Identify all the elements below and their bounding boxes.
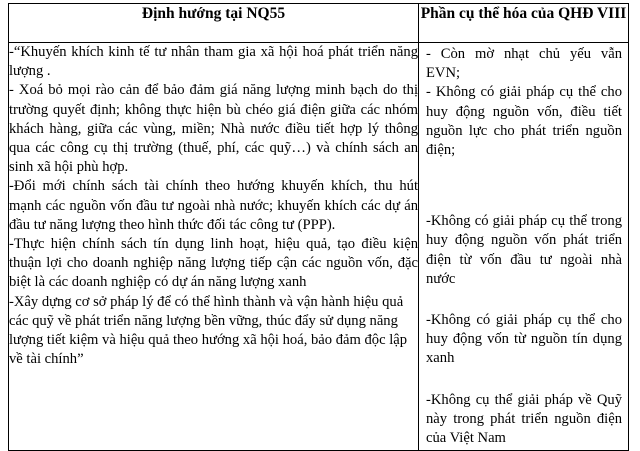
column-header-left: [9, 4, 419, 43]
right-paragraph-5: -Không cụ thể giải pháp về Quỹ này trong phát triển nguồn điện của Việt Nam: [426, 391, 622, 447]
right-paragraph-2: - Không có giải pháp cụ thể cho huy động nguồn vốn, điều tiết nguồn lực cho phát triển nguồn điện;: [426, 84, 622, 159]
left-paragraph-2: - Xoá bỏ mọi rào cản để bảo đảm giá năng lượng minh bạch do thị trường quyết định; không thực hiện bù chéo giá điện giữa các nhóm khách hàng, giữa các vùng, miền; Nhà nước điều tiết hợp lý thông qua các công cụ thị trường (thuế, phí, các quỹ…) và chính sách an sinh xã hội phù hợp.: [9, 82, 418, 176]
column-header-right: [419, 4, 629, 43]
right-paragraph-3: -Không có giải pháp cụ thể trong huy động nguồn vốn phát triển điện từ vốn đầu tư ngoài nhà nước: [426, 213, 622, 287]
left-paragraph-4: -Thực hiện chính sách tín dụng linh hoạt, hiệu quả, tạo điều kiện thuận lợi cho doanh nghiệp năng lượng tiếp cận các nguồn vốn, đặc biệt là các doanh nghiệp có dự án năng lượng xanh: [9, 236, 418, 291]
table-header-row: [9, 4, 629, 43]
right-paragraph-4: -Không có giải pháp cụ thể cho huy động vốn từ nguồn tín dụng xanh: [426, 312, 622, 367]
table-body: [9, 43, 629, 451]
right-paragraph-1: - Còn mờ nhạt chủ yếu vẫn EVN;: [426, 46, 622, 82]
comparison-table: [8, 3, 629, 451]
table-header: [9, 4, 629, 43]
cell-right-specifics: [419, 43, 629, 451]
column-header-left-label: Định hướng tại NQ55: [141, 5, 286, 22]
left-paragraph-1: -“Khuyến khích kinh tế tư nhân tham gia xã hội hoá phát triển năng lượng .: [9, 44, 418, 80]
left-paragraph-3: -Đổi mới chính sách tài chính theo hướng khuyến khích, thu hút mạnh các nguồn vốn đầu tư ngoài nhà nước; khuyến khích các dự án đầu tư năng lượng theo hình thức đối tác công tư (PPP).: [9, 178, 418, 233]
cell-left-directions: [9, 43, 419, 451]
column-header-right-label: Phần cụ thể hóa của QHĐ VIII: [420, 5, 627, 22]
table-row: [9, 43, 629, 451]
left-paragraph-5: -Xây dựng cơ sở pháp lý để có thể hình thành và vận hành hiệu quả các quỹ về phát triển năng lượng bền vững, thúc đẩy sử dụng năng lượng tiết kiệm và hiệu quả theo hướng xã hội hoá, bảo đảm độc lập về tài chính”: [9, 293, 408, 368]
